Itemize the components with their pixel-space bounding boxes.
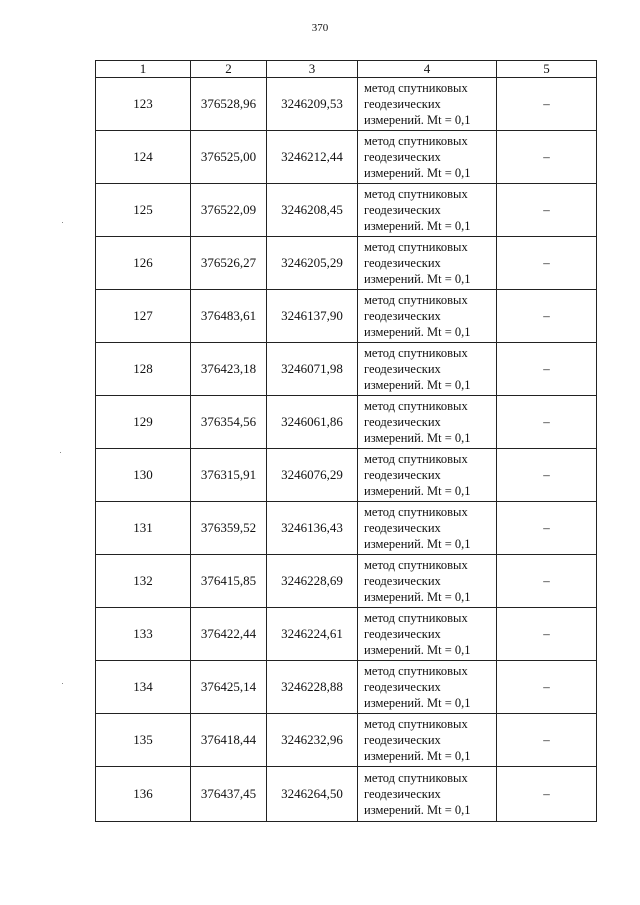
method-cell: [358, 661, 497, 714]
method-line: геодезических: [364, 733, 441, 747]
point-number-cell: 126: [96, 237, 191, 290]
method-cell: [358, 502, 497, 555]
point-number-cell: 127: [96, 290, 191, 343]
method-line: геодезических: [364, 627, 441, 641]
table-row: [96, 555, 597, 608]
point-number-cell: 125: [96, 184, 191, 237]
y-coordinate-cell: 3246136,43: [267, 502, 358, 555]
method-cell: [358, 396, 497, 449]
method-line: измерений. Mt = 0,1: [364, 643, 471, 657]
method-line: геодезических: [364, 97, 441, 111]
method-line: метод спутниковых: [364, 611, 468, 625]
x-coordinate-cell: 376315,91: [191, 449, 267, 502]
y-coordinate-cell: 3246228,69: [267, 555, 358, 608]
table-row: [96, 78, 597, 131]
x-coordinate-cell: 376359,52: [191, 502, 267, 555]
y-coordinate-cell: 3246228,88: [267, 661, 358, 714]
table-row: [96, 502, 597, 555]
method-line: геодезических: [364, 787, 441, 801]
y-coordinate-cell: 3246208,45: [267, 184, 358, 237]
column-header-3: 3: [267, 61, 358, 78]
method-line: измерений. Mt = 0,1: [364, 113, 471, 127]
scan-speck: [60, 452, 61, 453]
description-cell: –: [497, 661, 597, 714]
table-row: [96, 396, 597, 449]
y-coordinate-cell: 3246205,29: [267, 237, 358, 290]
y-coordinate-cell: 3246232,96: [267, 714, 358, 767]
description-cell: –: [497, 767, 597, 822]
table-row: [96, 290, 597, 343]
y-coordinate-cell: 3246071,98: [267, 343, 358, 396]
method-line: геодезических: [364, 468, 441, 482]
x-coordinate-cell: 376418,44: [191, 714, 267, 767]
y-coordinate-cell: 3246061,86: [267, 396, 358, 449]
method-line: метод спутниковых: [364, 240, 468, 254]
method-cell: [358, 714, 497, 767]
method-line: измерений. Mt = 0,1: [364, 803, 471, 817]
x-coordinate-cell: 376528,96: [191, 78, 267, 131]
description-cell: –: [497, 396, 597, 449]
y-coordinate-cell: 3246224,61: [267, 608, 358, 661]
method-line: геодезических: [364, 362, 441, 376]
y-coordinate-cell: 3246076,29: [267, 449, 358, 502]
column-header-4: 4: [358, 61, 497, 78]
y-coordinate-cell: 3246137,90: [267, 290, 358, 343]
method-line: измерений. Mt = 0,1: [364, 749, 471, 763]
method-cell: [358, 184, 497, 237]
method-line: измерений. Mt = 0,1: [364, 272, 471, 286]
description-cell: –: [497, 78, 597, 131]
x-coordinate-cell: 376526,27: [191, 237, 267, 290]
point-number-cell: 136: [96, 767, 191, 822]
point-number-cell: 134: [96, 661, 191, 714]
point-number-cell: 135: [96, 714, 191, 767]
point-number-cell: 132: [96, 555, 191, 608]
method-line: геодезических: [364, 415, 441, 429]
method-cell: [358, 767, 497, 822]
method-line: метод спутниковых: [364, 134, 468, 148]
x-coordinate-cell: 376423,18: [191, 343, 267, 396]
method-line: измерений. Mt = 0,1: [364, 590, 471, 604]
method-cell: [358, 449, 497, 502]
description-cell: –: [497, 131, 597, 184]
description-cell: –: [497, 714, 597, 767]
method-cell: [358, 131, 497, 184]
point-number-cell: 130: [96, 449, 191, 502]
method-cell: [358, 237, 497, 290]
method-cell: [358, 555, 497, 608]
point-number-cell: 124: [96, 131, 191, 184]
method-line: измерений. Mt = 0,1: [364, 166, 471, 180]
method-line: метод спутниковых: [364, 664, 468, 678]
table-row: [96, 767, 597, 822]
y-coordinate-cell: 3246264,50: [267, 767, 358, 822]
description-cell: –: [497, 237, 597, 290]
x-coordinate-cell: 376425,14: [191, 661, 267, 714]
x-coordinate-cell: 376354,56: [191, 396, 267, 449]
method-line: измерений. Mt = 0,1: [364, 484, 471, 498]
method-line: метод спутниковых: [364, 771, 468, 785]
method-line: геодезических: [364, 680, 441, 694]
method-line: геодезических: [364, 309, 441, 323]
method-line: измерений. Mt = 0,1: [364, 219, 471, 233]
column-header-5: 5: [497, 61, 597, 78]
scan-speck: [62, 683, 63, 684]
point-number-cell: 133: [96, 608, 191, 661]
x-coordinate-cell: 376522,09: [191, 184, 267, 237]
table-row: [96, 449, 597, 502]
description-cell: –: [497, 343, 597, 396]
method-line: измерений. Mt = 0,1: [364, 696, 471, 710]
method-line: измерений. Mt = 0,1: [364, 431, 471, 445]
point-number-cell: 131: [96, 502, 191, 555]
method-line: метод спутниковых: [364, 81, 468, 95]
method-cell: [358, 608, 497, 661]
table-row: [96, 131, 597, 184]
method-line: измерений. Mt = 0,1: [364, 325, 471, 339]
method-line: геодезических: [364, 150, 441, 164]
method-line: измерений. Mt = 0,1: [364, 378, 471, 392]
method-line: геодезических: [364, 521, 441, 535]
method-line: измерений. Mt = 0,1: [364, 537, 471, 551]
y-coordinate-cell: 3246209,53: [267, 78, 358, 131]
method-cell: [358, 78, 497, 131]
point-number-cell: 123: [96, 78, 191, 131]
table-row: [96, 184, 597, 237]
scan-speck: [62, 222, 63, 223]
method-cell: [358, 290, 497, 343]
column-header-1: 1: [96, 61, 191, 78]
method-line: метод спутниковых: [364, 452, 468, 466]
x-coordinate-cell: 376437,45: [191, 767, 267, 822]
table-row: [96, 661, 597, 714]
method-line: метод спутниковых: [364, 717, 468, 731]
point-number-cell: 128: [96, 343, 191, 396]
method-line: геодезических: [364, 256, 441, 270]
column-header-2: 2: [191, 61, 267, 78]
method-line: метод спутниковых: [364, 293, 468, 307]
method-line: метод спутниковых: [364, 558, 468, 572]
description-cell: –: [497, 290, 597, 343]
table-header-row: [96, 61, 597, 78]
description-cell: –: [497, 502, 597, 555]
x-coordinate-cell: 376483,61: [191, 290, 267, 343]
method-line: метод спутниковых: [364, 399, 468, 413]
method-line: метод спутниковых: [364, 187, 468, 201]
method-cell: [358, 343, 497, 396]
table-row: [96, 608, 597, 661]
table-row: [96, 237, 597, 290]
table-row: [96, 343, 597, 396]
y-coordinate-cell: 3246212,44: [267, 131, 358, 184]
description-cell: –: [497, 184, 597, 237]
table-row: [96, 714, 597, 767]
coordinates-table: [95, 60, 597, 822]
description-cell: –: [497, 555, 597, 608]
method-line: геодезических: [364, 574, 441, 588]
description-cell: –: [497, 608, 597, 661]
point-number-cell: 129: [96, 396, 191, 449]
method-line: геодезических: [364, 203, 441, 217]
page-number: 370: [311, 22, 329, 34]
description-cell: –: [497, 449, 597, 502]
x-coordinate-cell: 376422,44: [191, 608, 267, 661]
method-line: метод спутниковых: [364, 505, 468, 519]
method-line: метод спутниковых: [364, 346, 468, 360]
x-coordinate-cell: 376525,00: [191, 131, 267, 184]
x-coordinate-cell: 376415,85: [191, 555, 267, 608]
